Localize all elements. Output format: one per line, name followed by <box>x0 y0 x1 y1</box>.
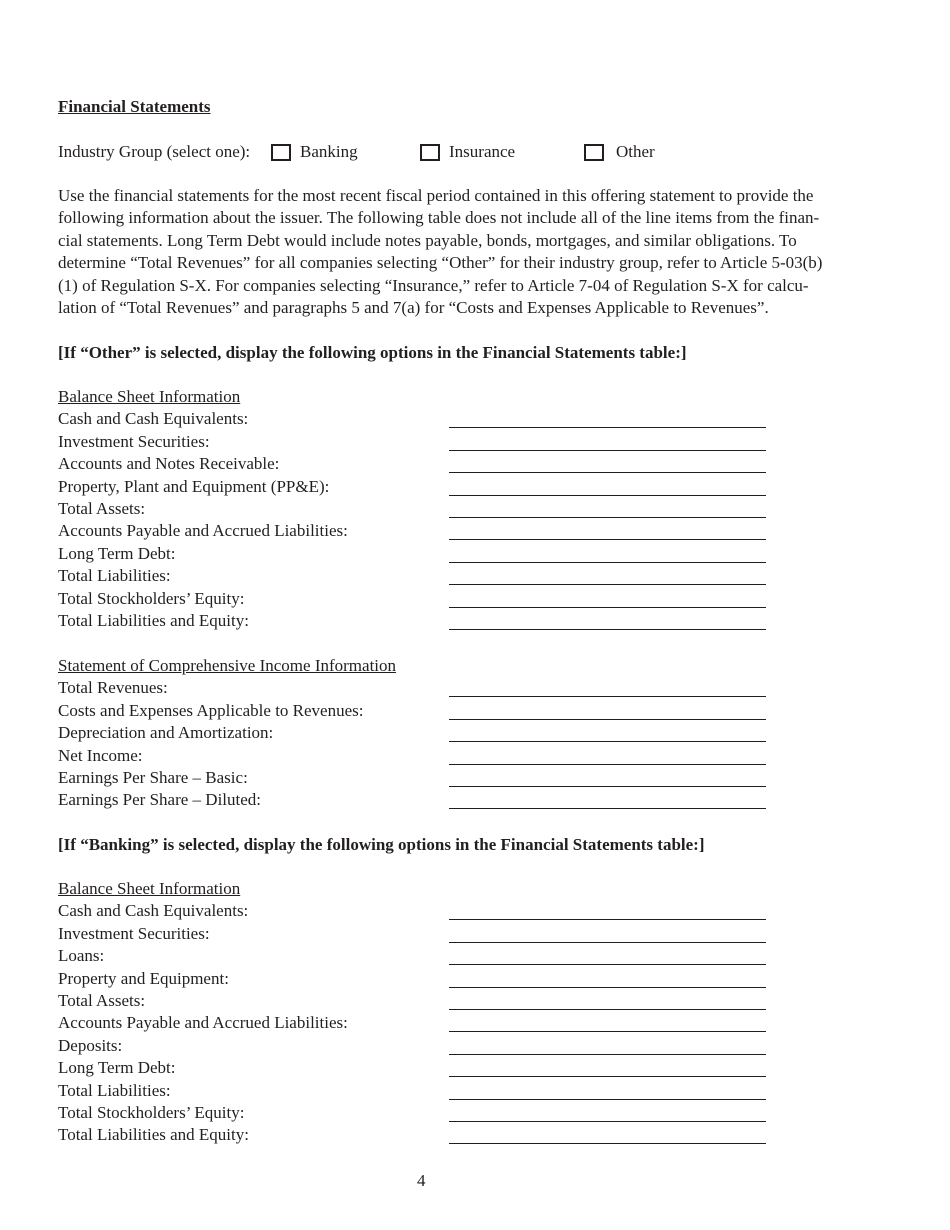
value-blank-line[interactable] <box>449 1121 766 1122</box>
row-label: Total Liabilities and Equity: <box>58 610 249 630</box>
row-label: Total Liabilities: <box>58 1080 171 1100</box>
instructions-paragraph <box>58 185 898 319</box>
page-number: 4 <box>417 1171 426 1190</box>
value-blank-line[interactable] <box>449 495 766 496</box>
value-blank-line[interactable] <box>449 1031 766 1032</box>
row-label: Accounts Payable and Accrued Liabilities: <box>58 521 348 541</box>
row-label: Depreciation and Amortization: <box>58 723 274 743</box>
row-label: Total Stockholders’ Equity: <box>58 1102 245 1122</box>
income-statement-title: Statement of Comprehensive Income Information <box>58 656 397 675</box>
row-label: Investment Securities: <box>58 923 210 943</box>
table-row <box>58 1035 898 1057</box>
value-blank-line[interactable] <box>449 629 766 630</box>
row-label: Property and Equipment: <box>58 968 229 988</box>
value-blank-line[interactable] <box>449 1009 766 1010</box>
table-row <box>58 767 898 789</box>
table-row <box>58 431 898 453</box>
value-blank-line[interactable] <box>449 607 766 608</box>
row-label: Net Income: <box>58 745 143 765</box>
insurance-option-label: Insurance <box>449 142 516 161</box>
value-blank-line[interactable] <box>449 450 766 451</box>
table-row <box>58 498 898 520</box>
table-row <box>58 543 898 565</box>
value-blank-line[interactable] <box>449 987 766 988</box>
row-label: Accounts Payable and Accrued Liabilities: <box>58 1013 348 1033</box>
row-label: Earnings Per Share – Diluted: <box>58 790 262 810</box>
table-row <box>58 1012 898 1034</box>
value-blank-line[interactable] <box>449 427 766 428</box>
table-row <box>58 677 898 699</box>
banking-balance-sheet-section <box>58 878 898 1147</box>
row-label: Total Assets: <box>58 498 146 518</box>
row-label: Total Liabilities and Equity: <box>58 1125 249 1145</box>
row-label: Deposits: <box>58 1035 123 1055</box>
table-row <box>58 923 898 945</box>
table-row <box>58 610 898 632</box>
table-row <box>58 453 898 475</box>
value-blank-line[interactable] <box>449 539 766 540</box>
row-label: Costs and Expenses Applicable to Revenues: <box>58 700 364 720</box>
row-label: Total Liabilities: <box>58 566 171 586</box>
value-blank-line[interactable] <box>449 1099 766 1100</box>
value-blank-line[interactable] <box>449 696 766 697</box>
row-label: Long Term Debt: <box>58 543 176 563</box>
table-row <box>58 1124 898 1146</box>
paragraph-line: (1) of Regulation S-X. For companies selecting “Insurance,” refer to Article 7-04 of Regulation S-X for calcu- <box>58 275 809 295</box>
table-row <box>58 945 898 967</box>
paragraph-line: Use the financial statements for the most recent fiscal period contained in this offering statement to provide the <box>58 186 814 205</box>
other-income-statement-section <box>58 655 898 812</box>
table-row <box>58 1080 898 1102</box>
row-label: Total Assets: <box>58 990 146 1010</box>
table-row <box>58 745 898 767</box>
value-blank-line[interactable] <box>449 472 766 473</box>
insurance-checkbox[interactable] <box>420 144 440 161</box>
paragraph-line: following information about the issuer. The following table does not include all of the line items from the finan- <box>58 208 820 228</box>
value-blank-line[interactable] <box>449 764 766 765</box>
paragraph-line: cial statements. Long Term Debt would include notes payable, bonds, mortgages, and similar obligations. To <box>58 230 797 250</box>
row-label: Accounts and Notes Receivable: <box>58 454 280 474</box>
table-row <box>58 565 898 587</box>
table-row <box>58 900 898 922</box>
table-row <box>58 1102 898 1124</box>
row-label: Property, Plant and Equipment (PP&E): <box>58 476 330 496</box>
row-label: Total Stockholders’ Equity: <box>58 588 245 608</box>
section-title: Financial Statements <box>58 97 211 116</box>
value-blank-line[interactable] <box>449 584 766 585</box>
banking-option-label: Banking <box>300 142 358 161</box>
table-row <box>58 408 898 430</box>
row-label: Total Revenues: <box>58 678 168 698</box>
other-option-label: Other <box>616 142 655 161</box>
value-blank-line[interactable] <box>449 719 766 720</box>
value-blank-line[interactable] <box>449 517 766 518</box>
table-row <box>58 700 898 722</box>
row-label: Loans: <box>58 946 105 966</box>
table-row <box>58 520 898 542</box>
value-blank-line[interactable] <box>449 919 766 920</box>
paragraph-line: determine “Total Revenues” for all companies selecting “Other” for their industry group, refer to Article 5-03(b) <box>58 253 823 273</box>
industry-group-row <box>58 141 898 165</box>
table-row <box>58 722 898 744</box>
value-blank-line[interactable] <box>449 808 766 809</box>
table-row <box>58 990 898 1012</box>
value-blank-line[interactable] <box>449 1076 766 1077</box>
paragraph-line: lation of “Total Revenues” and paragraphs 5 and 7(a) for “Costs and Expenses Applicable to Revenues”. <box>58 298 769 318</box>
industry-group-label: Industry Group (select one): <box>58 142 251 161</box>
balance-sheet-title: Balance Sheet Information <box>58 387 241 406</box>
table-row <box>58 1057 898 1079</box>
value-blank-line[interactable] <box>449 562 766 563</box>
value-blank-line[interactable] <box>449 942 766 943</box>
value-blank-line[interactable] <box>449 1143 766 1144</box>
other-balance-sheet-section <box>58 386 898 632</box>
table-row <box>58 968 898 990</box>
balance-sheet-title: Balance Sheet Information <box>58 879 241 898</box>
row-label: Cash and Cash Equivalents: <box>58 901 249 921</box>
other-checkbox[interactable] <box>584 144 604 161</box>
row-label: Earnings Per Share – Basic: <box>58 767 248 787</box>
table-row <box>58 588 898 610</box>
banking-checkbox[interactable] <box>271 144 291 161</box>
row-label: Cash and Cash Equivalents: <box>58 409 249 429</box>
table-row <box>58 476 898 498</box>
row-label: Investment Securities: <box>58 431 210 451</box>
banking-selected-heading: [If “Banking” is selected, display the following options in the Financial Statements table:] <box>58 835 705 854</box>
value-blank-line[interactable] <box>449 1054 766 1055</box>
value-blank-line[interactable] <box>449 786 766 787</box>
value-blank-line[interactable] <box>449 964 766 965</box>
table-row <box>58 789 898 811</box>
value-blank-line[interactable] <box>449 741 766 742</box>
row-label: Long Term Debt: <box>58 1058 176 1078</box>
other-selected-heading: [If “Other” is selected, display the following options in the Financial Statements table:] <box>58 343 687 362</box>
